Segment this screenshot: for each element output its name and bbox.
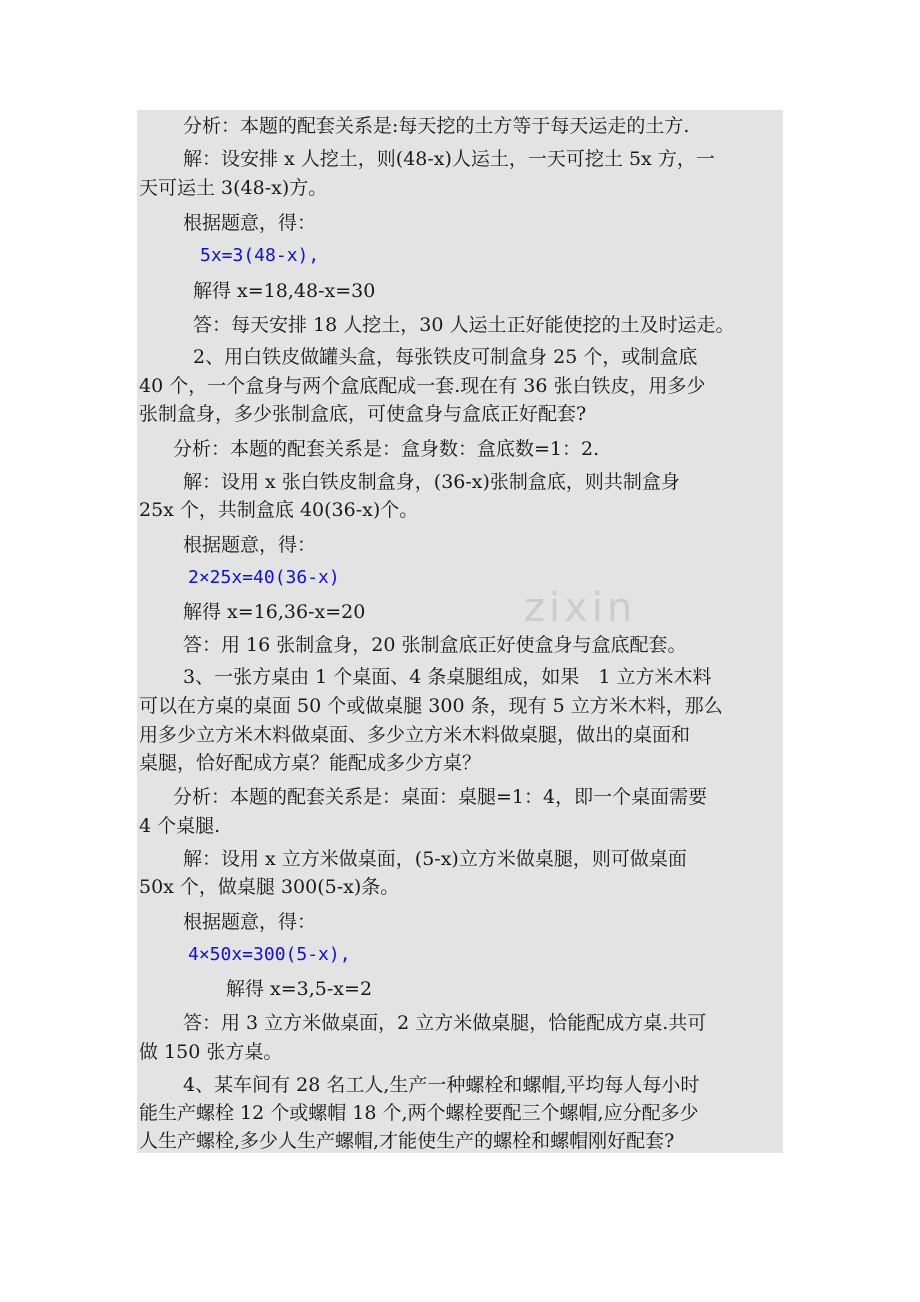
equation: 2×25x=40(36-x): [188, 567, 340, 588]
text-line: 根据题意，得：: [183, 212, 317, 234]
text-line: 解：设安排 x 人挖土，则(48-x)人运土，一天可挖土 5x 方，一: [183, 148, 715, 170]
watermark: zixin: [524, 585, 637, 631]
text-line: 解得 x=16,36-x=20: [183, 601, 366, 623]
text-line: 2、用白铁皮做罐头盒，每张铁皮可制盒身 25 个，或制盒底: [193, 346, 698, 368]
text-line: 分析：本题的配套关系是:每天挖的土方等于每天运走的土方.: [183, 115, 690, 137]
text-line: 4 个桌腿.: [139, 815, 221, 837]
text-line: 解得 x=18,48-x=30: [193, 280, 376, 302]
text-line: 答：每天安排 18 人挖土，30 人运土正好能使挖的土及时运走。: [193, 314, 735, 336]
text-line: 天可运土 3(48-x)方。: [139, 177, 328, 199]
text-line: 能生产螺栓 12 个或螺帽 18 个,两个螺栓要配三个螺帽,应分配多少: [139, 1102, 699, 1124]
text-line: 根据题意，得：: [183, 534, 317, 556]
text-line: 人生产螺栓,多少人生产螺帽,才能使生产的螺栓和螺帽刚好配套?: [139, 1130, 675, 1152]
text-line: 3、一张方桌由 1 个桌面、4 条桌腿组成，如果 1 立方米木料: [183, 666, 712, 688]
text-line: 用多少立方米木料做桌面、多少立方米木料做桌腿，做出的桌面和: [139, 724, 691, 746]
text-line: 根据题意，得：: [183, 911, 317, 933]
text-line: 分析：本题的配套关系是：盒身数：盒底数=1：2.: [173, 438, 600, 460]
text-line: 答：用 16 张制盒身，20 张制盒底正好使盒身与盒底配套。: [183, 634, 687, 656]
text-line: 50x 个，做桌腿 300(5-x)条。: [139, 876, 400, 898]
text-line: 40 个，一个盒身与两个盒底配成一套.现在有 36 张白铁皮，用多少: [139, 375, 706, 397]
text-line: 张制盒身，多少张制盒底，可使盒身与盒底正好配套?: [139, 403, 587, 425]
text-line: 做 150 张方桌。: [139, 1041, 283, 1063]
text-line: 25x 个，共制盒底 40(36-x)个。: [139, 499, 419, 521]
text-line: 答：用 3 立方米做桌面，2 立方米做桌腿，恰能配成方桌.共可: [183, 1012, 707, 1034]
text-line: 4、某车间有 28 名工人,生产一种螺栓和螺帽,平均每人每小时: [183, 1074, 700, 1096]
text-line: 分析：本题的配套关系是：桌面：桌腿=1：4，即一个桌面需要: [173, 786, 708, 808]
text-line: 桌腿，恰好配成方桌？能配成多少方桌？: [139, 752, 482, 774]
equation: 4×50x=300(5-x),: [188, 944, 351, 965]
text-line: 解：设用 x 立方米做桌面，(5-x)立方米做桌腿，则可做桌面: [183, 848, 687, 870]
text-line: 解得 x=3,5-x=2: [226, 978, 373, 1000]
equation: 5x=3(48-x),: [200, 245, 320, 266]
text-line: 可以在方桌的桌面 50 个或做桌腿 300 条，现有 5 立方米木料，那么: [139, 695, 723, 717]
text-line: 解：设用 x 张白铁皮制盒身，(36-x)张制盒底，则共制盒身: [183, 471, 680, 493]
